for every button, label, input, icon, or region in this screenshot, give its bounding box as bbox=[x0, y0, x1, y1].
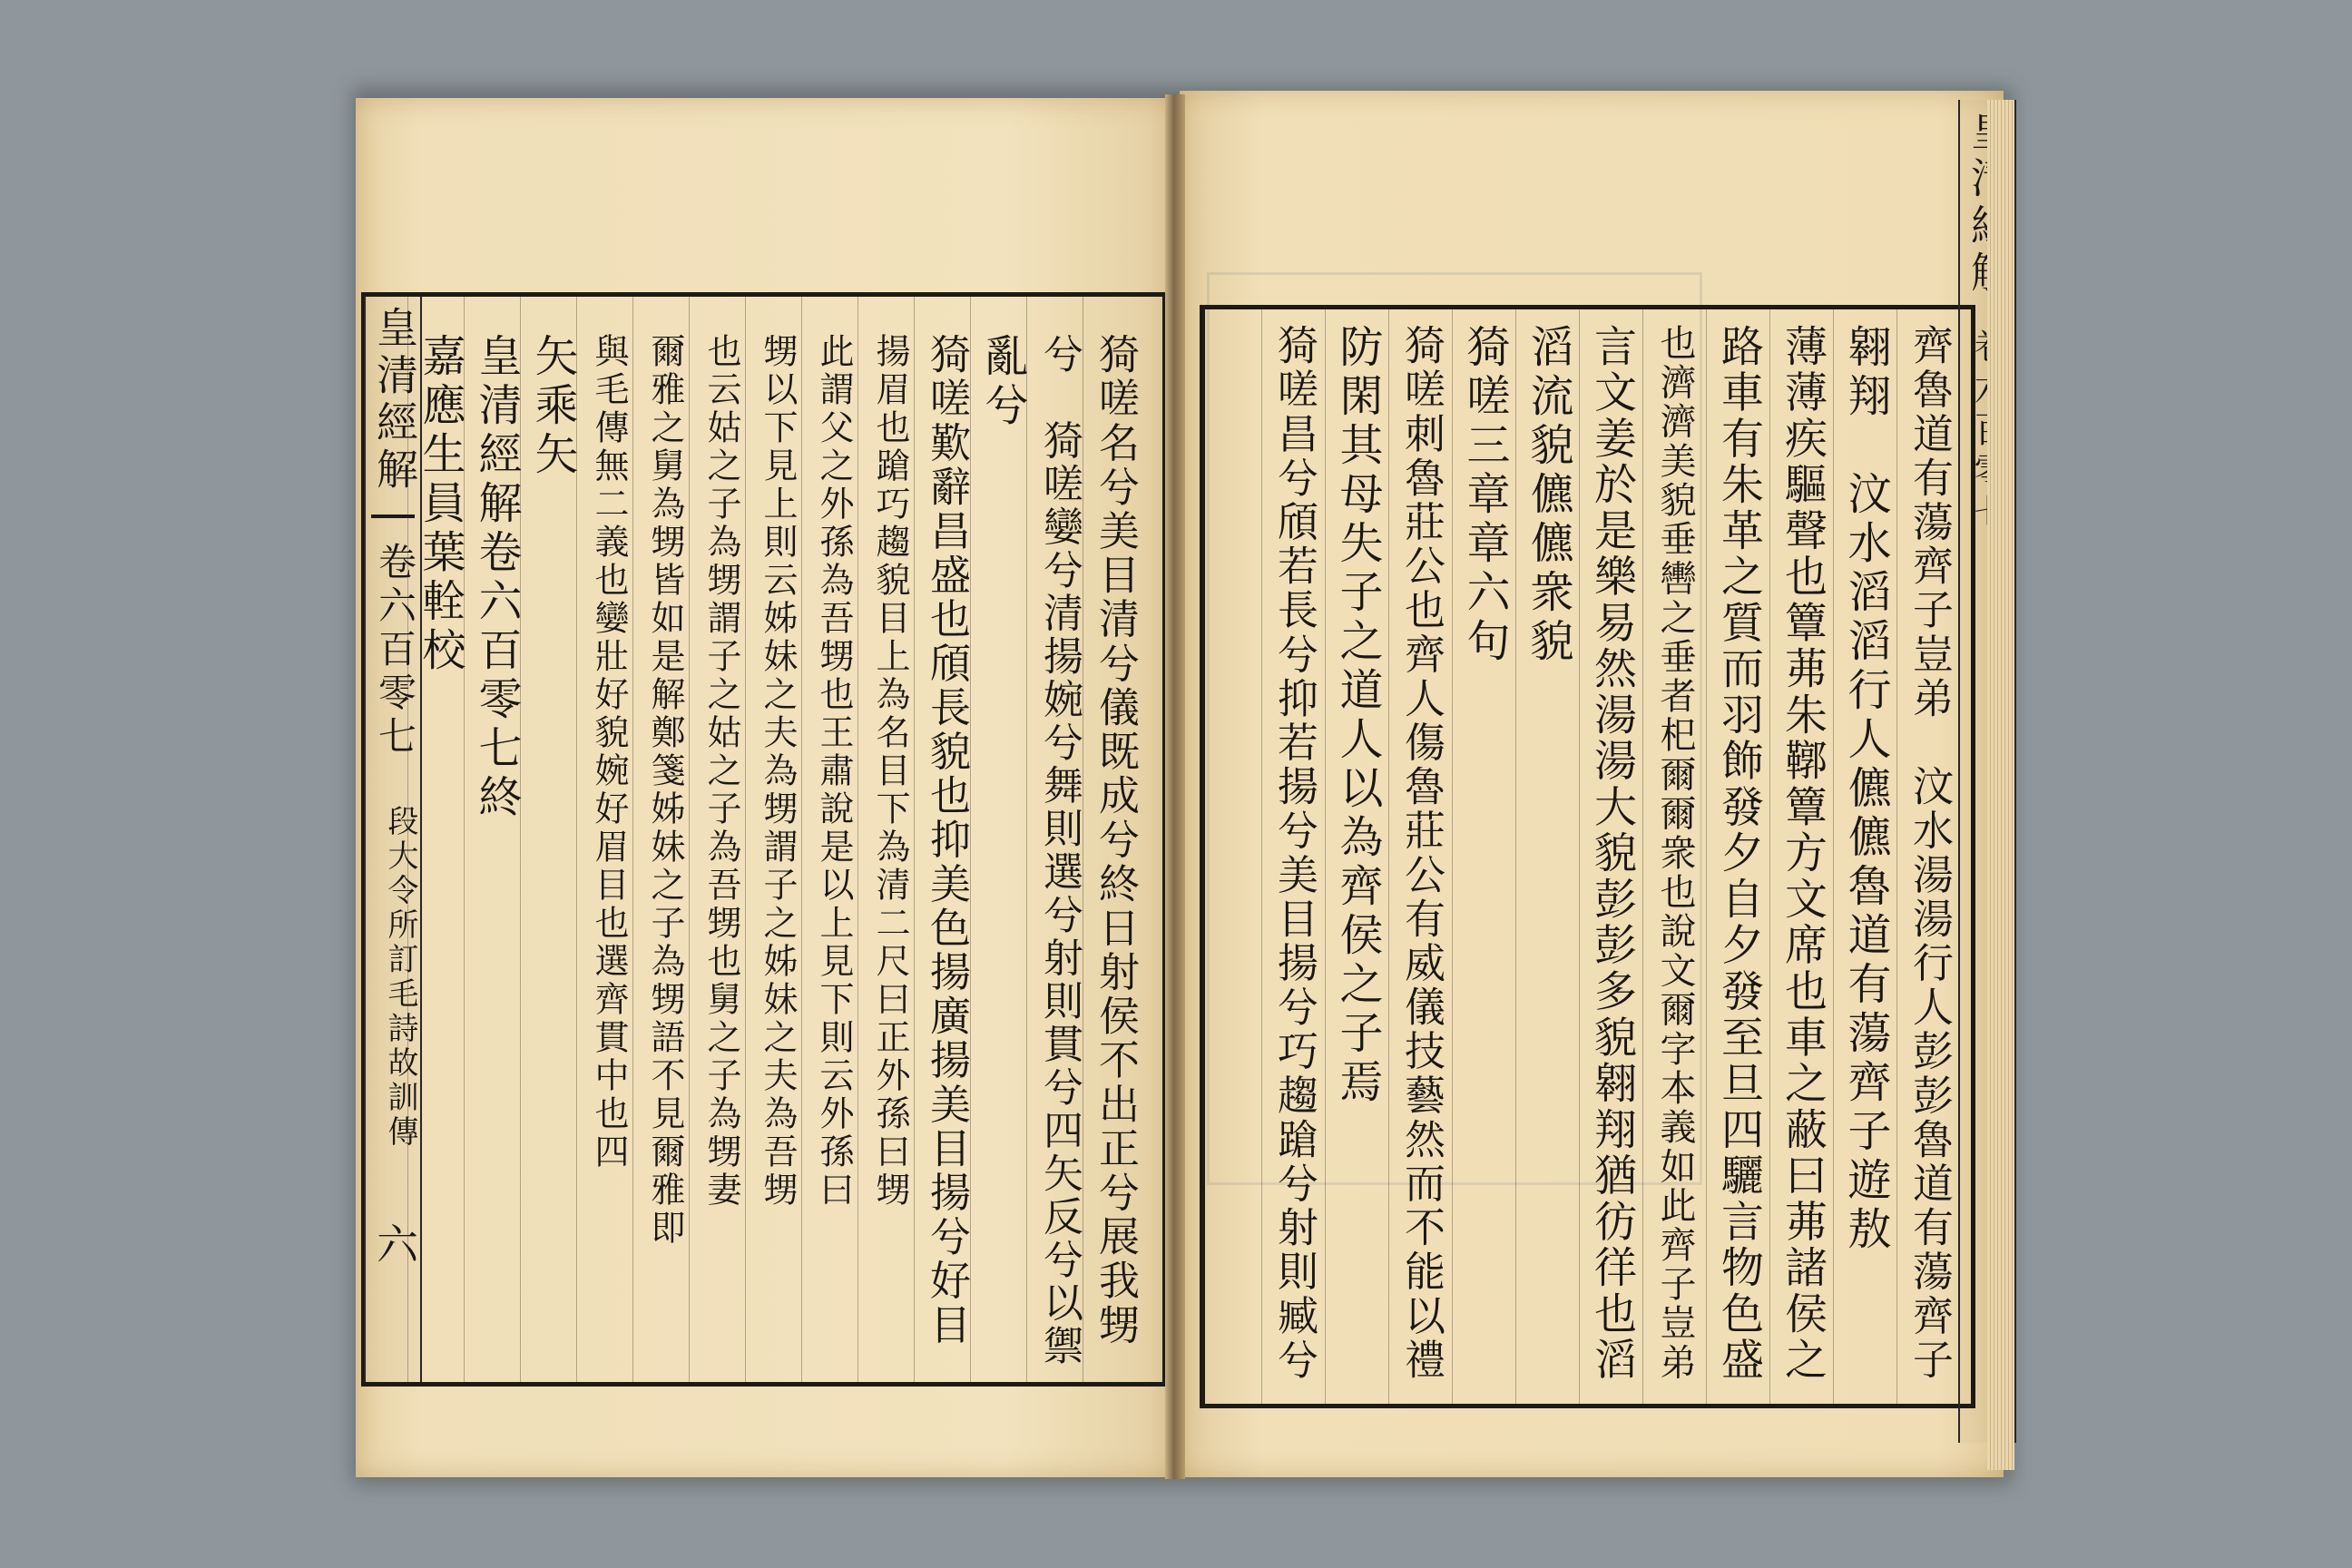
left_page-text-column-10: 與毛傳無二義也孌壯好貌婉好眉目也選齊貫中也四 bbox=[589, 333, 629, 1171]
left_page-text-column-7: 甥以下見上則云姊妹之夫為甥謂子之姊妹之夫為吾甥 bbox=[758, 333, 798, 1210]
column-rule bbox=[1833, 309, 1834, 1404]
right_page-text-column-10: 防閑其母失子之道人以為齊侯之子焉 bbox=[1332, 324, 1383, 1108]
left_page-text-column-5: 揚眉也蹌巧趨貌目上為名目下為清二尺曰正外孫曰甥 bbox=[870, 333, 910, 1210]
left_page-text-column-2: 兮 猗嗟孌兮清揚婉兮舞則選兮射則貫兮四矢反兮以禦 bbox=[1036, 333, 1083, 1368]
right_page-text-column-6: 言文姜於是樂易然湯湯大貌彭彭多貌翱翔猶彷徉也滔 bbox=[1587, 324, 1637, 1384]
left_page-text-column-1: 猗嗟名兮美目清兮儀既成兮終日射侯不出正兮展我甥 bbox=[1092, 333, 1140, 1348]
page-edges bbox=[1987, 100, 2014, 1470]
book-gutter bbox=[1165, 94, 1185, 1479]
column-rule bbox=[1706, 309, 1707, 1404]
right_page-text-column-4: 路車有朱革之質而羽飾發夕自夕發至旦四驪言物色盛 bbox=[1714, 324, 1764, 1384]
column-rule bbox=[1515, 309, 1516, 1404]
right_page-text-column-3: 薄薄疾驅聲也簟茀朱鞹簟方文席也車之蔽曰茀諸侯之 bbox=[1778, 324, 1828, 1384]
left_page-text-column-13: 嘉應生員葉輇校 bbox=[415, 333, 466, 676]
right-page-text-frame bbox=[1200, 305, 1975, 1408]
left_page-text-column-12: 皇清經解卷六百零七終 bbox=[471, 333, 522, 823]
left-page-center-column bbox=[364, 297, 422, 1382]
margin-book-title: 皇清經解 bbox=[370, 306, 419, 495]
column-rule bbox=[1642, 309, 1643, 1404]
right_page-text-column-11: 猗嗟昌兮頎若長兮抑若揚兮美目揚兮巧趨蹌兮射則臧兮 bbox=[1270, 324, 1318, 1383]
right_page-text-column-7: 滔流貌儦儦衆貌 bbox=[1523, 324, 1573, 667]
right_page-text-column-9: 猗嗟刺魯莊公也齊人傷魯莊公有威儀技藝然而不能以禮 bbox=[1397, 324, 1446, 1383]
column-rule bbox=[1261, 309, 1262, 1404]
left_page-text-column-11: 矢乘矢 bbox=[527, 333, 578, 480]
column-rule bbox=[407, 297, 408, 1382]
right_page-text-column-5: 也濟濟美貌垂轡之垂者𣏌爾爾衆也說文爾字本義如此齊子豈弟 bbox=[1654, 324, 1696, 1383]
column-rule bbox=[1579, 309, 1580, 1404]
left_page-text-column-4: 猗嗟歎辭昌盛也頎長貌也抑美色揚廣揚美目揚兮好目 bbox=[923, 333, 971, 1348]
right_page-text-column-2: 翱翔 汶水滔滔行人儦儦魯道有蕩齊子遊敖 bbox=[1840, 324, 1891, 1255]
left_page-text-column-8: 也云姑之子為甥謂子之姑之子為吾甥也舅之子為甥妻 bbox=[701, 333, 741, 1210]
column-rule bbox=[1896, 309, 1897, 1404]
right_page-text-column-1: 齊魯道有蕩齊子豈弟 汶水湯湯行人彭彭魯道有蕩齊子 bbox=[1906, 324, 1954, 1383]
column-rule bbox=[1325, 309, 1326, 1404]
margin-volume-number: 卷六百零七 bbox=[373, 542, 417, 760]
column-rule bbox=[1452, 309, 1453, 1404]
column-rule bbox=[1026, 297, 1027, 1382]
column-rule bbox=[1769, 309, 1770, 1404]
margin-page-number: 六 bbox=[370, 1222, 419, 1269]
left_page-text-column-6: 此謂父之外孫為吾甥也王肅說是以上見下則云外孫曰 bbox=[814, 333, 854, 1210]
right_page-text-column-8: 猗嗟三章章六句 bbox=[1459, 324, 1510, 667]
column-rule bbox=[1388, 309, 1389, 1404]
margin-source-title: 段大令所訂毛詩故訓傳 bbox=[382, 805, 418, 1150]
left-page-text-frame bbox=[361, 292, 1167, 1387]
left_page-text-column-3: 亂兮 bbox=[977, 333, 1028, 431]
left_page-text-column-9: 爾雅之舅為甥皆如是解鄭箋姊妹之子為甥語不見爾雅即 bbox=[645, 333, 685, 1248]
